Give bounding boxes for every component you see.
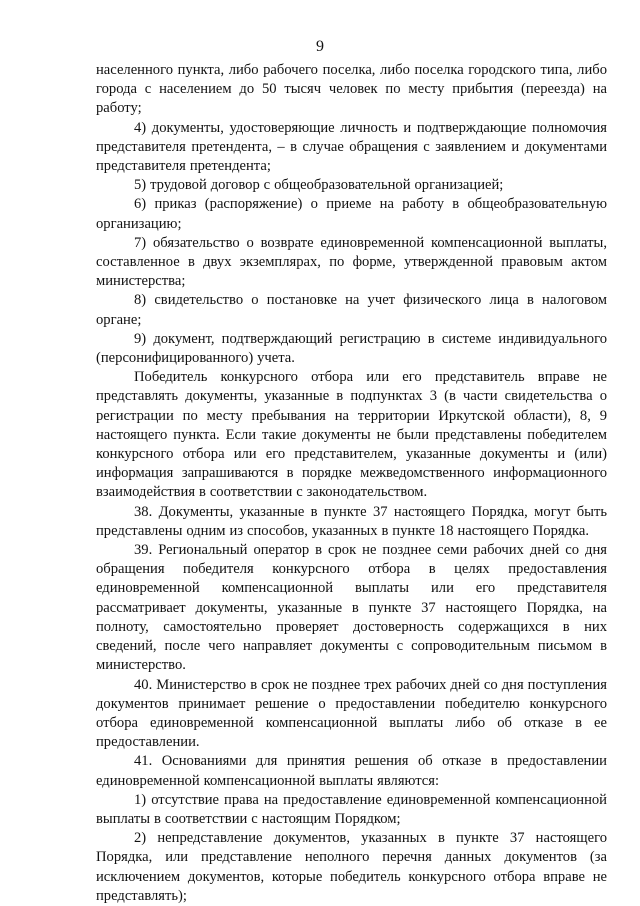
paragraph-5: 7) обязательство о возврате единовременной компенсационной выплаты, составленное в двух экземплярах, по форме, утвержденной правовым актом министерства; bbox=[96, 234, 607, 290]
paragraph-9: 38. Документы, указанные в пункте 37 настоящего Порядка, могут быть представлены одним из способов, указанных в пункте 18 настоящего Порядка. bbox=[96, 503, 607, 539]
paragraph-12: 41. Основаниями для принятия решения об отказе в предоставлении единовременной компенсационной выплаты являются: bbox=[96, 753, 607, 789]
paragraph-3: 5) трудовой договор с общеобразовательной организацией; bbox=[134, 177, 504, 194]
paragraph-2: 4) документы, удостоверяющие личность и подтверждающие полномочия представителя претендента, – в случае обращения с заявлением и документами представителя претендента; bbox=[96, 119, 607, 175]
paragraph-13: 1) отсутствие права на предоставление единовременной компенсационной выплаты в соответствии с настоящим Порядком; bbox=[96, 791, 607, 827]
paragraph-11: 40. Министерство в срок не позднее трех рабочих дней со дня поступления документов принимает решение о предоставлении победителю конкурсного отбора единовременной компенсационной выплаты либо об отказе в ее предоставлении. bbox=[96, 676, 607, 751]
paragraph-7: 9) документ, подтверждающий регистрацию в системе индивидуального (персонифицированного) учета. bbox=[96, 330, 607, 367]
paragraph-6: 8) свидетельство о постановке на учет физического лица в налоговом органе; bbox=[96, 292, 607, 328]
paragraph-8: Победитель конкурсного отбора или его представитель вправе не представлять документы, указанные в подпунктах 3 (в части свидетельства о регистрации по месту пребывания на территории Иркутской области), 8, 9 настоящего пункта. Если такие документы не были представлены победителем конкурсного отбора или его представителем, указанные документы и (или) информация запрашиваются в порядке межведомственного информационного взаимодействия в соответствии с законодательством. bbox=[96, 369, 607, 501]
paragraph-1: населенного пункта, либо рабочего поселка, либо поселка городского типа, либо города с населением до 50 тысяч человек по месту прибытия (переезда) на работу; bbox=[96, 62, 607, 117]
paragraph-14: 2) непредставление документов, указанных в пункте 37 настоящего Порядка, или представление неполного перечня данных документов (за исключением документов, которые победитель конкурсного отбора вправе не представлять); bbox=[96, 830, 607, 904]
paragraph-10: 39. Региональный оператор в срок не позднее семи рабочих дней со дня обращения победителя конкурсного отбора в целях предоставления единовременной компенсационной выплаты или его представителя рассматривает документы, указанные в пункте 37 настоящего Порядка, на полноту, самостоятельно проверяет достоверность содержащихся в них сведений, после чего направляет документы с сопроводительным письмом в министерство. bbox=[96, 542, 607, 674]
document-body bbox=[96, 61, 607, 906]
paragraph-4: 6) приказ (распоряжение) о приеме на работу в общеобразовательную организацию; bbox=[96, 196, 607, 232]
page-number: 9 bbox=[316, 38, 324, 55]
